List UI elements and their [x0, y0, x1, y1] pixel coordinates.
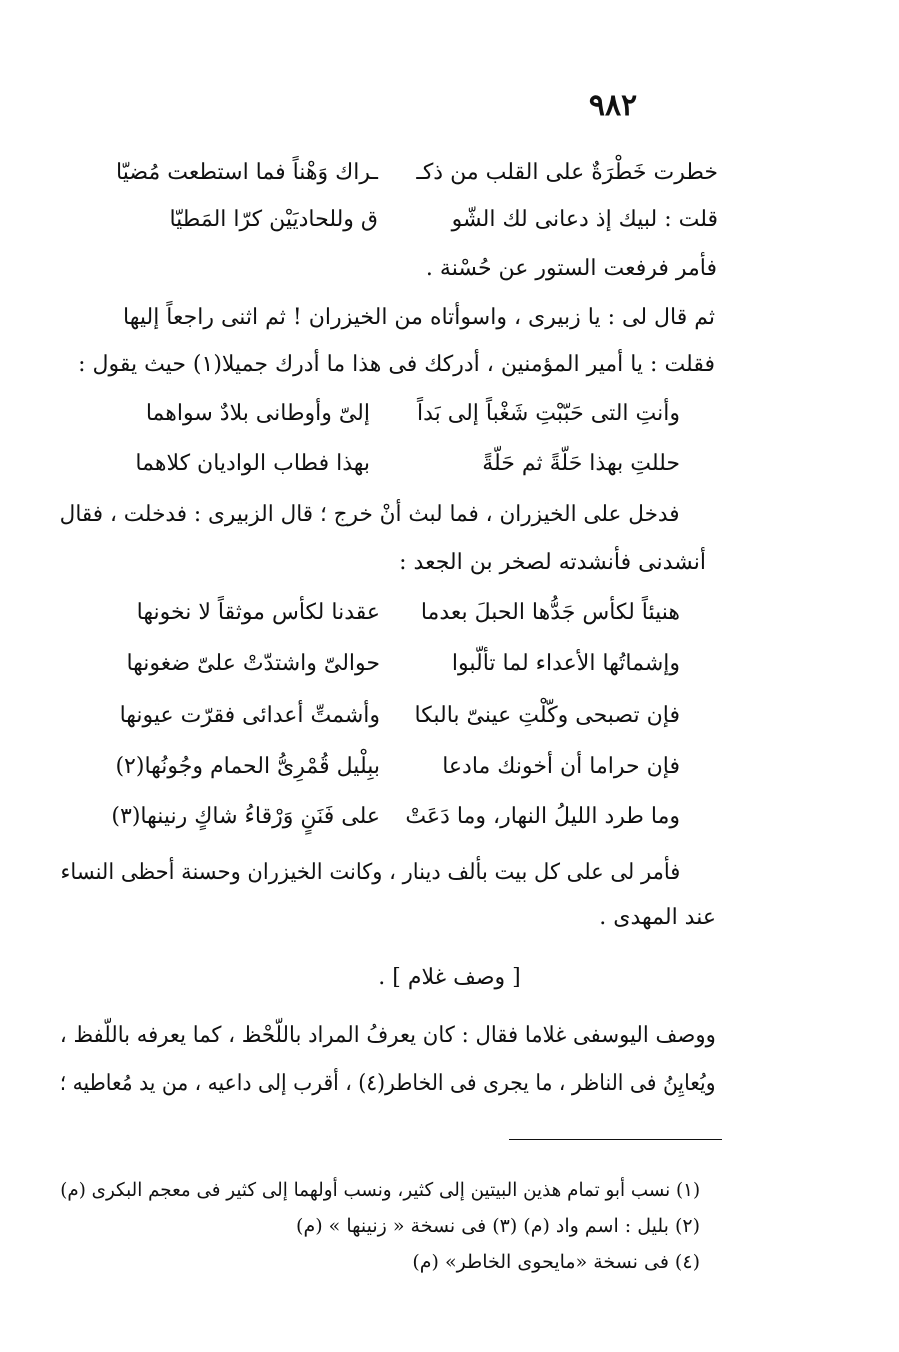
verse-first-hemistich: وأنتِ التى حَبّبْتِ شَغْباً إلى بَداً — [416, 401, 680, 426]
verse-second-hemistich: وأشمتِّ أعدائى فقرّت عيونها — [119, 703, 380, 728]
verse-second-hemistich: حوالىّ واشتدّتْ علىّ ضغونها — [126, 651, 380, 676]
verse-second-hemistich: على فَنَنٍ وَرْقاءُ شاكٍ رنينها(٣) — [111, 804, 380, 829]
verse-second-hemistich: ق وللحاديَيْن كرّا المَطيّا — [169, 207, 378, 232]
verse-first-hemistich: فإن تصبحى وكّلْتِ عينىّ بالبكا — [414, 703, 680, 728]
section-heading: [ وصف غلام ] . — [378, 965, 521, 990]
text-line: ووصف اليوسفى غلاما فقال : كان يعرفُ المراد باللّحْظ ، كما يعرفه باللّفظ ، — [60, 1023, 716, 1048]
footnote: (٤) فى نسخة «مايحوى الخاطر» (م) — [412, 1251, 700, 1273]
footnote: (١) نسب أبو تمام هذين البيتين إلى كثير، ونسب أولهما إلى كثير فى معجم البكرى (م) — [60, 1179, 700, 1201]
text-line: فأمر لى على كل بيت بألف دينار ، وكانت الخيزران وحسنة أحظى النساء — [60, 860, 680, 885]
verse-first-hemistich: خطرت خَطْرَةٌ على القلب من ذكـ — [416, 160, 718, 185]
text-line: فقلت : يا أمير المؤمنين ، أدركك فى هذا ما أدرك جميلا(١) حيث يقول : — [78, 352, 715, 377]
footnote: (٢) بليل : اسم واد (م) (٣) فى نسخة « زنينها » (م) — [296, 1215, 700, 1237]
text-line: فدخل على الخيزران ، فما لبث أنْ خرج ؛ قال الزبيرى : فدخلت ، فقال — [60, 502, 680, 527]
verse-second-hemistich: بهذا فطاب الواديان كلاهما — [135, 451, 370, 476]
text-line: أنشدنى فأنشدته لصخر بن الجعد : — [399, 550, 706, 575]
verse-first-hemistich: وما طرد الليلُ النهار، وما دَعَتْ — [405, 804, 680, 829]
verse-second-hemistich: ببِلْيل قُمْرِىُّ الحمام وجُونُها(٢) — [115, 754, 380, 779]
verse-first-hemistich: وإشماتُها الأعداء لما تألّبوا — [451, 651, 680, 676]
verse-second-hemistich: إلىّ وأوطانى بلادٌ سواهما — [145, 401, 370, 426]
footnote-divider — [509, 1139, 722, 1140]
text-line: ثم قال لى : يا زبيرى ، واسوأتاه من الخيزران ! ثم اثنى راجعاً إليها — [123, 305, 715, 330]
text-line: فأمر فرفعت الستور عن حُسْنة . — [425, 256, 717, 281]
verse-second-hemistich: ـراك وَهْناً فما استطعت مُضيّا — [116, 160, 378, 185]
verse-first-hemistich: فإن حراما أن أخونك مادعا — [442, 754, 680, 779]
verse-second-hemistich: عقدنا لكأس موثقاً لا نخونها — [136, 600, 380, 625]
verse-first-hemistich: حللتِ بهذا حَلّةً ثم حَلّةً — [482, 451, 680, 476]
text-line: عند المهدى . — [599, 905, 716, 930]
page-number: ٩٨٢ — [588, 88, 638, 123]
verse-first-hemistich: هنيئاً لكأس جَدُّها الحبلَ بعدما — [420, 600, 680, 625]
text-line: ويُعايِنُ فى الناظر ، ما يجرى فى الخاطر(٤) ، أقرب إلى داعيه ، من يد مُعاطيه ؛ — [60, 1071, 716, 1096]
verse-first-hemistich: قلت : لبيك إذ دعانى لك الشّو — [451, 207, 718, 232]
